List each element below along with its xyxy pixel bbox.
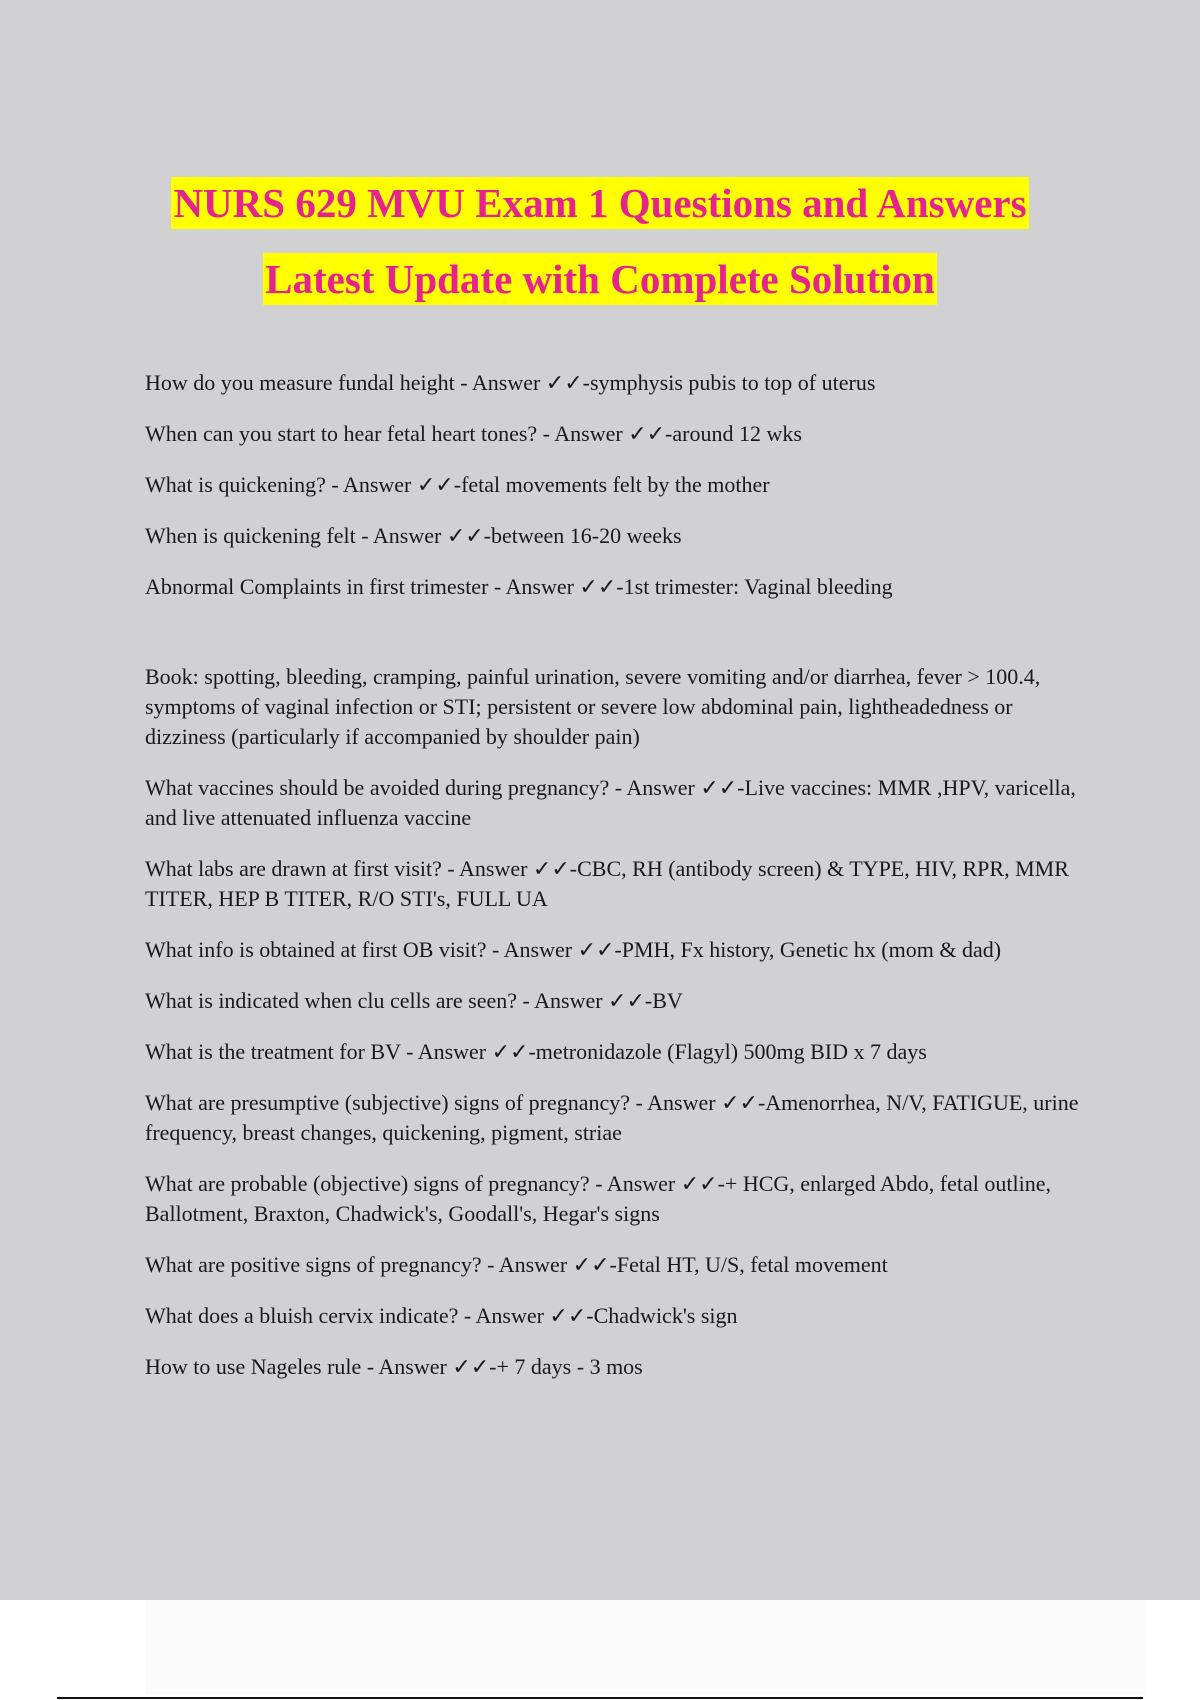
qa-item: When is quickening felt - Answer ✓✓-between 16-20 weeks [145, 523, 682, 548]
qa-item: What are presumptive (subjective) signs of pregnancy? - Answer ✓✓-Amenorrhea, N/V, FATIGUE, urine frequency, breast changes, quickening, pigment, striae [145, 1090, 1079, 1145]
qa-item: What vaccines should be avoided during pregnancy? - Answer ✓✓-Live vaccines: MMR ,HPV, varicella, and live attenuated influenza vaccine [145, 775, 1076, 830]
qa-item: What are positive signs of pregnancy? - Answer ✓✓-Fetal HT, U/S, fetal movement [145, 1252, 888, 1277]
qa-item: What info is obtained at first OB visit? - Answer ✓✓-PMH, Fx history, Genetic hx (mom & dad) [145, 937, 1002, 962]
qa-list [145, 368, 1095, 1403]
document-title [0, 165, 1200, 317]
title-line-1: NURS 629 MVU Exam 1 Questions and Answers [171, 177, 1028, 229]
footer-divider [57, 1697, 1143, 1699]
qa-item: How to use Nageles rule - Answer ✓✓-+ 7 days - 3 mos [145, 1354, 643, 1379]
qa-item: Abnormal Complaints in first trimester - Answer ✓✓-1st trimester: Vaginal bleeding [145, 574, 893, 599]
qa-item: Book: spotting, bleeding, cramping, painful urination, severe vomiting and/or diarrhea, fever > 100.4, symptoms of vaginal infection or STI; persistent or severe low abdominal pain, lightheadedness or dizziness (particularly if accompanied by shoulder pain) [145, 664, 1041, 749]
qa-item: What are probable (objective) signs of pregnancy? - Answer ✓✓-+ HCG, enlarged Abdo, fetal outline, Ballotment, Braxton, Chadwick's, Goodall's, Hegar's signs [145, 1171, 1051, 1226]
qa-item: What does a bluish cervix indicate? - Answer ✓✓-Chadwick's sign [145, 1303, 738, 1328]
qa-item: What is the treatment for BV - Answer ✓✓-metronidazole (Flagyl) 500mg BID x 7 days [145, 1039, 927, 1064]
qa-item: How do you measure fundal height - Answer ✓✓-symphysis pubis to top of uterus [145, 370, 876, 395]
next-page-preview [145, 1600, 1145, 1695]
title-line-2: Latest Update with Complete Solution [263, 253, 937, 305]
qa-item: What is indicated when clu cells are seen? - Answer ✓✓-BV [145, 988, 683, 1013]
qa-item: When can you start to hear fetal heart tones? - Answer ✓✓-around 12 wks [145, 421, 802, 446]
qa-item: What labs are drawn at first visit? - Answer ✓✓-CBC, RH (antibody screen) & TYPE, HIV, RPR, MMR TITER, HEP B TITER, R/O STI's, FULL UA [145, 856, 1069, 911]
qa-item: What is quickening? - Answer ✓✓-fetal movements felt by the mother [145, 472, 770, 497]
